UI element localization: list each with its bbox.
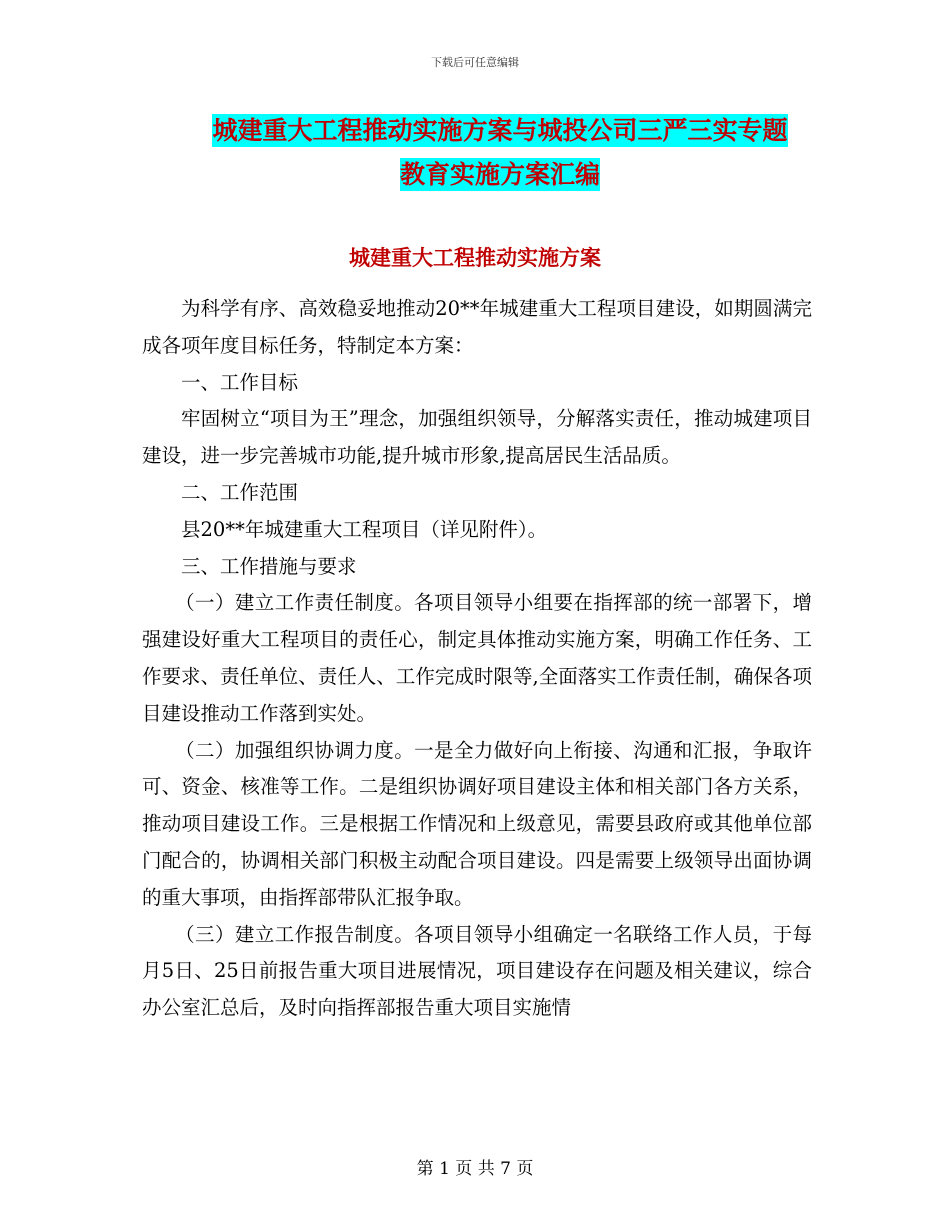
main-title-line-2-text: 教育实施方案汇编 — [399, 160, 600, 189]
page-header-note: 下载后可任意编辑 — [431, 56, 519, 69]
paragraph-work-scope: 县20**年城建重大工程项目（详见附件）。 — [181, 517, 548, 541]
section-title: 城建重大工程推动实施方案 — [349, 245, 601, 270]
document-body — [142, 291, 812, 1027]
paragraph-measure-1: （一）建立工作责任制度。各项目领导小组要在指挥部的统一部署下，增强建设好重大工程项目的责任心，制定具体推动实施方案，明确工作任务、工作要求、责任单位、责任人、工作完成时限等,全面落实工作责任制，确保各项目建设推动工作落到实处。 — [142, 591, 812, 725]
paragraph-intro: 为科学有序、高效稳妥地推动20**年城建重大工程项目建设，如期圆满完成各项年度目标任务，特制定本方案： — [142, 297, 812, 357]
main-title-line-1 — [140, 106, 860, 156]
main-title-line-2 — [140, 150, 860, 200]
main-title-line-1-text: 城建重大工程推动实施方案与城投公司三严三实专题 — [212, 116, 788, 145]
paragraph-measure-2: （二）加强组织协调力度。一是全力做好向上衔接、沟通和汇报，争取许可、资金、核准等工作。二是组织协调好项目建设主体和相关部门各方关系，推动项目建设工作。三是根据工作情况和上级意见，需要县政府或其他单位部门配合的，协调相关部门积极主动配合项目建设。四是需要上级领导出面协调的重大事项，由指挥部带队汇报争取。 — [142, 738, 812, 909]
page-number-footer: 第 1 页 共 7 页 — [416, 1159, 534, 1179]
heading-work-goal: 一、工作目标 — [181, 370, 299, 394]
heading-measures: 三、工作措施与要求 — [181, 554, 357, 578]
paragraph-measure-3: （三）建立工作报告制度。各项目领导小组确定一名联络工作人员，于每月5日、25日前报告重大项目进展情况，项目建设存在问题及相关建议，综合办公室汇总后，及时向指挥部报告重大项目实施情 — [142, 922, 812, 1020]
heading-work-scope: 二、工作范围 — [181, 480, 299, 504]
paragraph-work-goal: 牢固树立“项目为王”理念，加强组织领导，分解落实责任，推动城建项目建设，进一步完善城市功能,提升城市形象,提高居民生活品质。 — [142, 407, 812, 468]
